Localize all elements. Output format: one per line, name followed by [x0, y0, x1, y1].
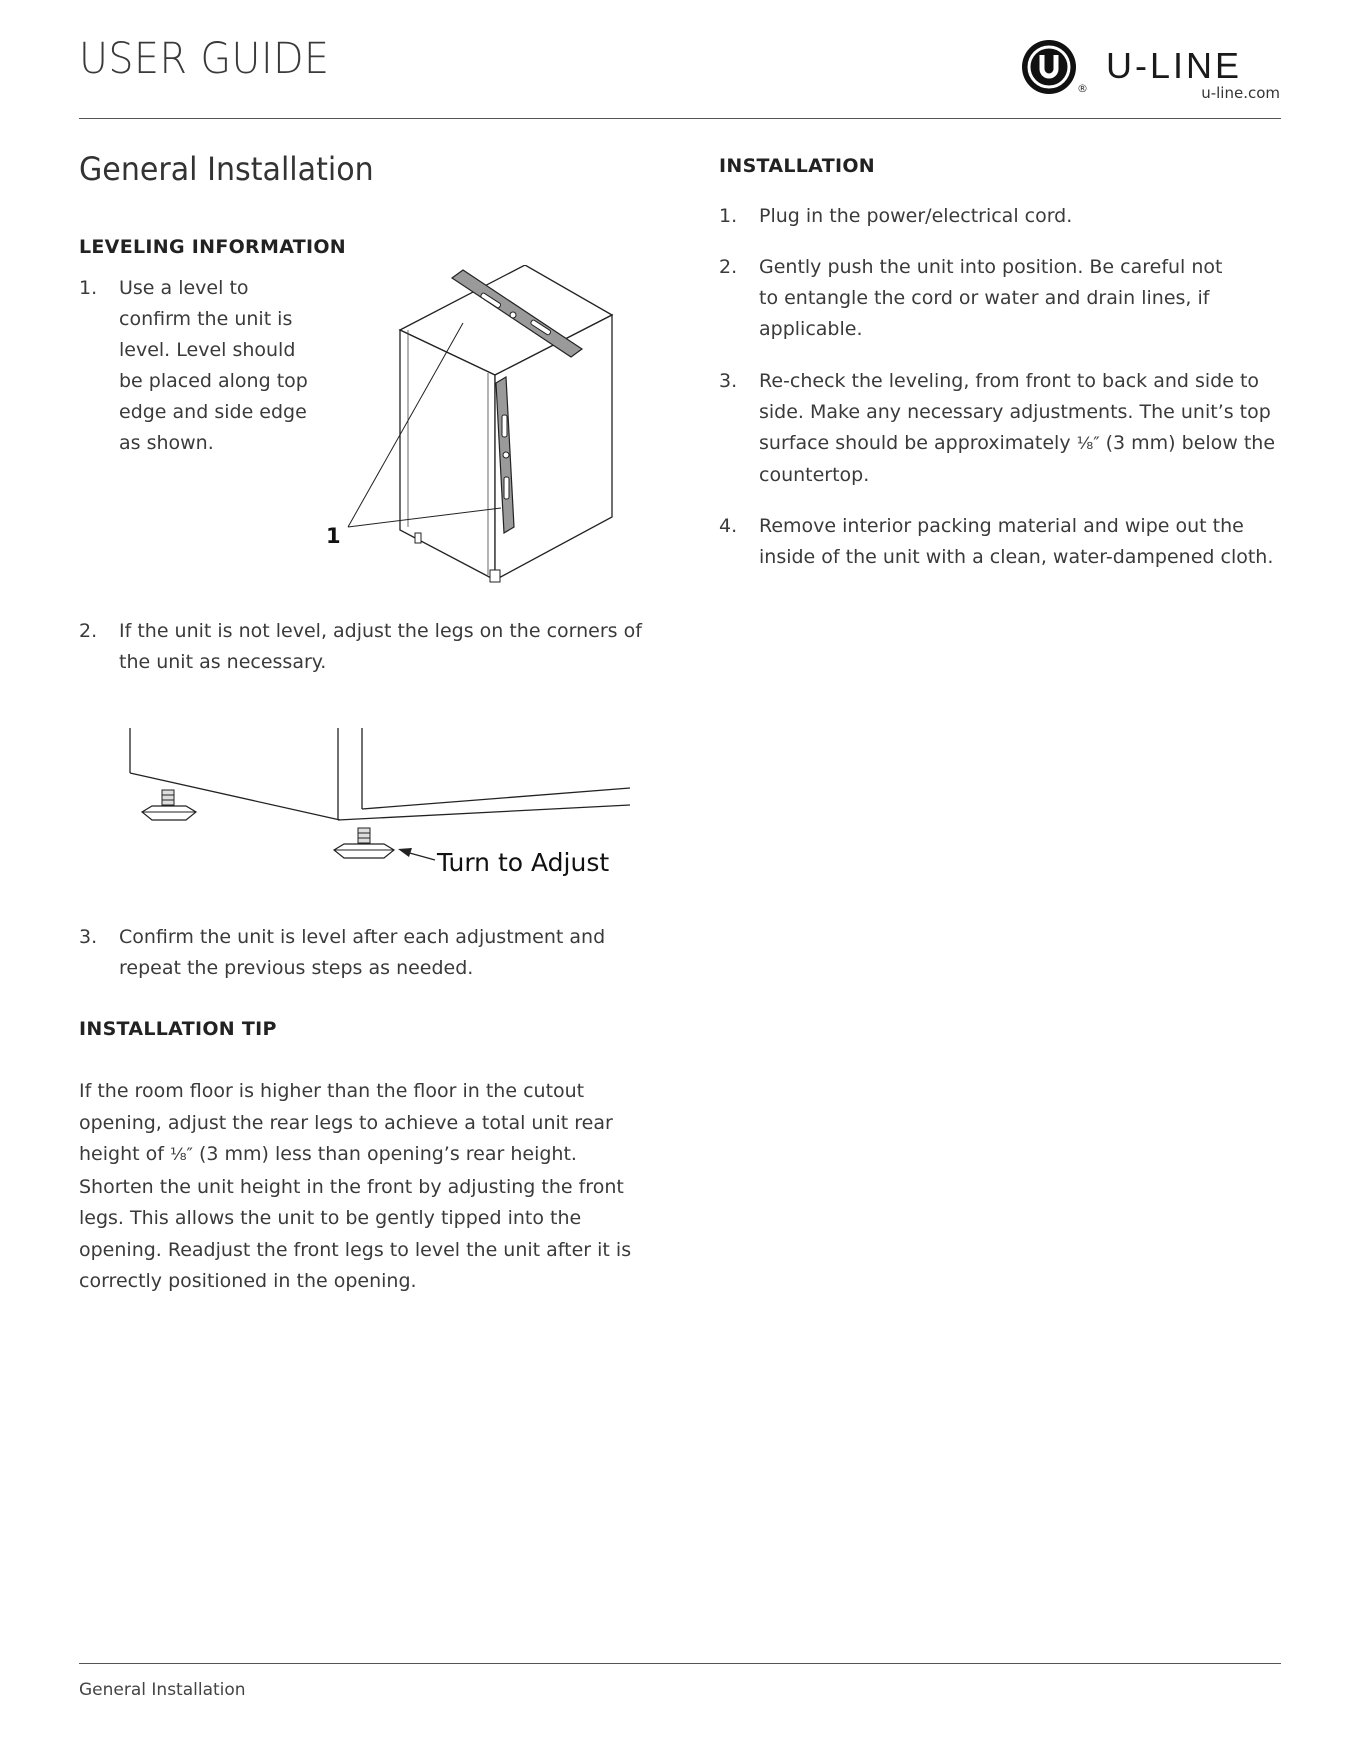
- brand-logo: [1020, 38, 1280, 108]
- leg-adjustment-figure: [120, 728, 640, 893]
- installation-step-4: [719, 511, 1279, 573]
- step-number: 3.: [719, 370, 738, 392]
- front-leg-icon: [334, 828, 394, 858]
- section-title: General Installation: [79, 150, 374, 188]
- leveling-step-1: [79, 273, 319, 459]
- step-text-before: Re-check the leveling, from front to back and side to side. Make any necessary adjustments. The unit’s top surface should be approximately: [759, 370, 1271, 454]
- step-text: Plug in the power/electrical cord.: [759, 205, 1073, 227]
- leveling-step-2: [79, 616, 649, 678]
- step-number: 2.: [719, 256, 738, 278]
- step-text: Gently push the unit into position. Be careful not to entangle the cord or water and drain lines, if applicable.: [759, 256, 1223, 340]
- level-placement-figure: [320, 265, 630, 600]
- turn-to-adjust-caption: Turn to Adjust: [437, 848, 610, 877]
- installation-heading: INSTALLATION: [719, 155, 875, 177]
- step-number: 3.: [79, 926, 98, 948]
- tip-fraction: ⅛″: [169, 1145, 193, 1165]
- step-number: 1.: [79, 277, 98, 299]
- u-line-emblem-icon: [1020, 38, 1078, 96]
- leveling-step-3: [79, 922, 649, 984]
- brand-wordmark: U-LINE: [1106, 45, 1243, 86]
- registered-mark: ®: [1077, 82, 1088, 95]
- header-divider: [79, 118, 1281, 119]
- brand-url[interactable]: u-line.com: [1201, 84, 1280, 102]
- step-number: 1.: [719, 205, 738, 227]
- installation-step-2: [719, 252, 1239, 345]
- step-text: Use a level to confirm the unit is level. Level should be placed along top edge and side edge as shown.: [119, 277, 308, 454]
- page-title: USER GUIDE: [79, 34, 330, 84]
- step-number: 2.: [79, 620, 98, 642]
- step-text: Confirm the unit is level after each adjustment and repeat the previous steps as needed.: [119, 926, 606, 979]
- tip-text-after: (3 mm) less than opening’s rear height. Shorten the unit height in the front by adjusting the front legs. This allows the unit to be gently tipped into the opening. Readjust the front legs to level the unit after it is correctly positioned in the opening.: [79, 1143, 632, 1292]
- leveling-heading: LEVELING INFORMATION: [79, 236, 347, 258]
- step-text: If the unit is not level, adjust the legs on the corners of the unit as necessary.: [119, 620, 642, 673]
- installation-step-1: [719, 201, 1279, 232]
- installation-step-3: [719, 366, 1279, 491]
- callout-number: 1: [326, 524, 341, 548]
- step-text: [759, 366, 1279, 491]
- installation-tip-heading: INSTALLATION TIP: [79, 1018, 277, 1040]
- tip-text-before: If the room floor is higher than the floor in the cutout opening, adjust the rear legs to achieve a total unit rear height of: [79, 1080, 613, 1165]
- step-text: Remove interior packing material and wipe out the inside of the unit with a clean, water-dampened cloth.: [759, 515, 1274, 568]
- footer-section-label: General Installation: [79, 1680, 246, 1700]
- step-fraction: ⅛″: [1076, 434, 1100, 454]
- step-number: 4.: [719, 515, 738, 537]
- arrow-icon: [398, 848, 412, 857]
- rear-leg-icon: [142, 790, 196, 820]
- footer-divider: [79, 1663, 1281, 1664]
- installation-tip-text: [79, 1076, 639, 1298]
- step-text-after: (3 mm) below the countertop.: [759, 432, 1276, 486]
